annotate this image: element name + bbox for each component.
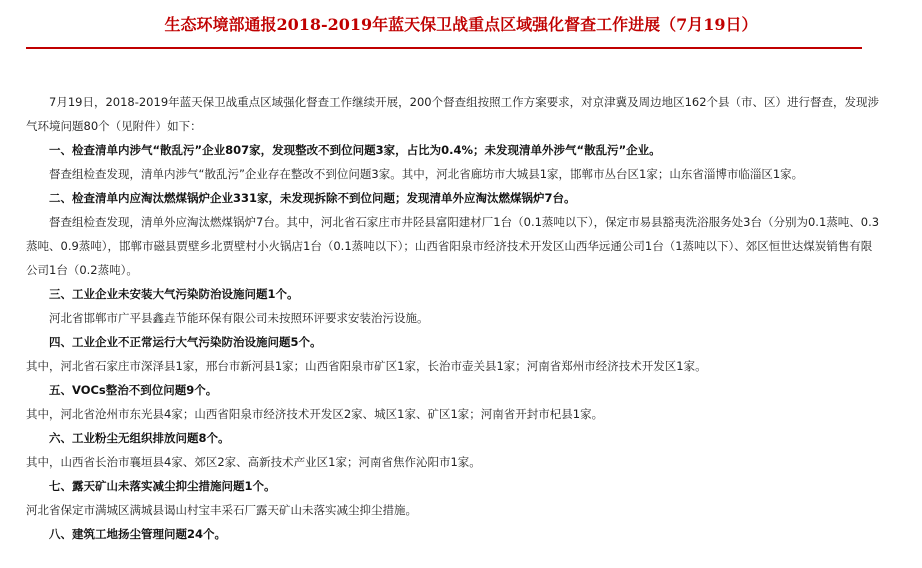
page-title: 生态环境部通报2018-2019年蓝天保卫战重点区域强化督查工作进展（7月19日） — [164, 15, 758, 34]
section-5-heading: 五、VOCs整治不到位问题9个。 — [49, 383, 218, 397]
intro-paragraph: 7月19日，2018-2019年蓝天保卫战重点区域强化督查工作继续开展，200个督查组按照工作方案要求，对京津冀及周边地区162个县（市、区）进行督查，发现涉气环境问题80个（见附件）如下： — [26, 95, 880, 133]
section-6-body: 其中，山西省长治市襄垣县4家、郊区2家、高新技术产业区1家；河南省焦作沁阳市1家。 — [26, 455, 481, 469]
section-8-heading: 八、建筑工地扬尘管理问题24个。 — [49, 527, 227, 541]
section-7-heading: 七、露天矿山未落实减尘抑尘措施问题1个。 — [49, 479, 276, 493]
section-2-body: 督查组检查发现，清单外应淘汰燃煤锅炉7台。其中，河北省石家庄市井陉县富阳建材厂1台（0.1蒸吨以下），保定市易县豁夷洗浴服务处3台（分别为0.1蒸吨、0.3蒸吨、0.9蒸吨），邯郸市磁县贾壁乡北贾壁村小火锅店1台（0.1蒸吨以下）；山西省阳泉市经济技术开发区山西华远通公司1台（1蒸吨以下）、郊区恒世达煤炭销售有限公司1台（0.2蒸吨）。 — [26, 215, 880, 277]
article-body — [26, 90, 880, 546]
section-6-heading: 六、工业粉尘无组织排放问题8个。 — [49, 431, 230, 445]
section-4-body: 其中，河北省石家庄市深泽县1家，邢台市新河县1家；山西省阳泉市矿区1家，长治市壶关县1家；河南省郑州市经济技术开发区1家。 — [26, 359, 707, 373]
section-1-heading: 一、检查清单内涉气“散乱污”企业807家，发现整改不到位问题3家，占比为0.4%；未发现清单外涉气“散乱污”企业。 — [49, 143, 661, 157]
section-3-body: 河北省邯郸市广平县鑫垚节能环保有限公司未按照环评要求安装治污设施。 — [49, 311, 429, 325]
title-divider — [26, 47, 862, 49]
section-4-heading: 四、工业企业不正常运行大气污染防治设施问题5个。 — [49, 335, 322, 349]
section-7-body: 河北省保定市满城区满城县谒山村宝丰采石厂露天矿山未落实减尘抑尘措施。 — [26, 503, 417, 517]
section-1-body: 督查组检查发现，清单内涉气“散乱污”企业存在整改不到位问题3家。其中，河北省廊坊市大城县1家，邯郸市丛台区1家；山东省淄博市临淄区1家。 — [49, 167, 804, 181]
section-5-body: 其中，河北省沧州市东光县4家；山西省阳泉市经济技术开发区2家、城区1家、矿区1家；河南省开封市杞县1家。 — [26, 407, 604, 421]
section-2-heading: 二、检查清单内应淘汰燃煤锅炉企业331家，未发现拆除不到位问题；发现清单外应淘汰燃煤锅炉7台。 — [49, 191, 576, 205]
section-3-heading: 三、工业企业未安装大气污染防治设施问题1个。 — [49, 287, 299, 301]
